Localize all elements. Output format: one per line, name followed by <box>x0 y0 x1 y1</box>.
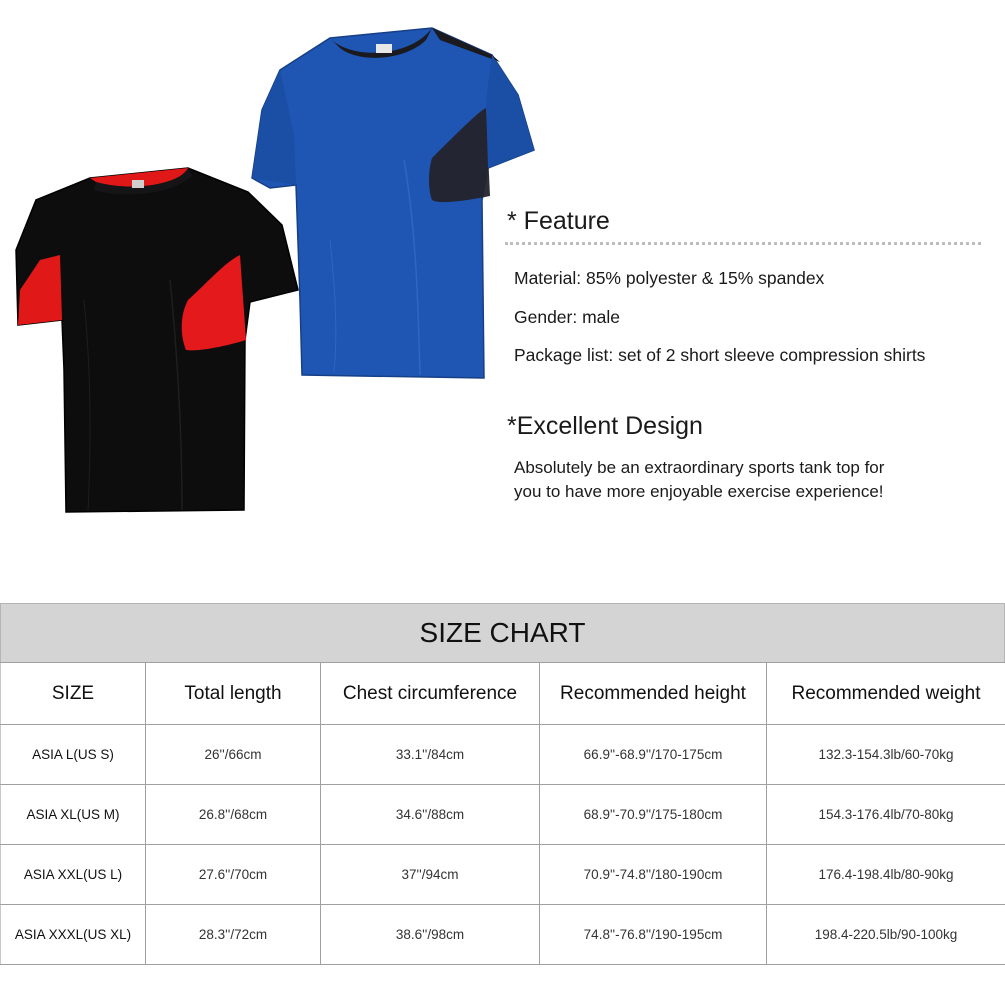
column-header-height: Recommended height <box>540 663 767 725</box>
table-row <box>1 725 1005 785</box>
table-row <box>1 845 1005 905</box>
size-chart <box>0 603 1005 971</box>
weight-cell: 132.3-154.3lb/60-70kg <box>767 725 1005 785</box>
column-header-weight: Recommended weight <box>767 663 1005 725</box>
total-length-cell: 26''/66cm <box>146 725 321 785</box>
size-cell: ASIA XXXL(US XL) <box>1 905 146 965</box>
material-text: Material: 85% polyester & 15% spandex <box>514 268 825 288</box>
table-row <box>1 905 1005 965</box>
chest-cell: 37''/94cm <box>321 845 540 905</box>
height-cell: 70.9''-74.8''/180-190cm <box>540 845 767 905</box>
feature-divider <box>505 242 981 245</box>
weight-cell: 176.4-198.4lb/80-90kg <box>767 845 1005 905</box>
design-description-line-2: you to have more enjoyable exercise experience! <box>514 482 884 501</box>
weight-cell: 154.3-176.4lb/70-80kg <box>767 785 1005 845</box>
column-header-total-length: Total length <box>146 663 321 725</box>
total-length-cell: 28.3''/72cm <box>146 905 321 965</box>
feature-heading: * Feature <box>507 207 610 235</box>
size-cell: ASIA L(US S) <box>1 725 146 785</box>
chest-cell: 38.6''/98cm <box>321 905 540 965</box>
height-cell: 68.9''-70.9''/175-180cm <box>540 785 767 845</box>
size-chart-title: SIZE CHART <box>0 603 1005 662</box>
column-header-chest: Chest circumference <box>321 663 540 725</box>
black-shirt <box>16 168 298 512</box>
design-description <box>514 456 954 504</box>
weight-cell: 198.4-220.5lb/90-100kg <box>767 905 1005 965</box>
total-length-cell: 27.6''/70cm <box>146 845 321 905</box>
chest-cell: 34.6''/88cm <box>321 785 540 845</box>
blue-shirt <box>252 28 534 378</box>
total-length-cell: 26.8''/68cm <box>146 785 321 845</box>
size-cell: ASIA XL(US M) <box>1 785 146 845</box>
table-row <box>1 785 1005 845</box>
compression-shirts-illustration <box>0 0 560 530</box>
size-cell: ASIA XXL(US L) <box>1 845 146 905</box>
size-table-header-row <box>1 663 1005 725</box>
chest-cell: 33.1''/84cm <box>321 725 540 785</box>
package-text: Package list: set of 2 short sleeve compression shirts <box>514 345 926 365</box>
design-description-line-1: Absolutely be an extraordinary sports tank top for <box>514 458 885 477</box>
height-cell: 66.9''-68.9''/170-175cm <box>540 725 767 785</box>
size-table <box>0 662 1005 965</box>
height-cell: 74.8''-76.8''/190-195cm <box>540 905 767 965</box>
design-heading: *Excellent Design <box>507 412 703 440</box>
gender-text: Gender: male <box>514 307 621 327</box>
column-header-size: SIZE <box>1 663 146 725</box>
